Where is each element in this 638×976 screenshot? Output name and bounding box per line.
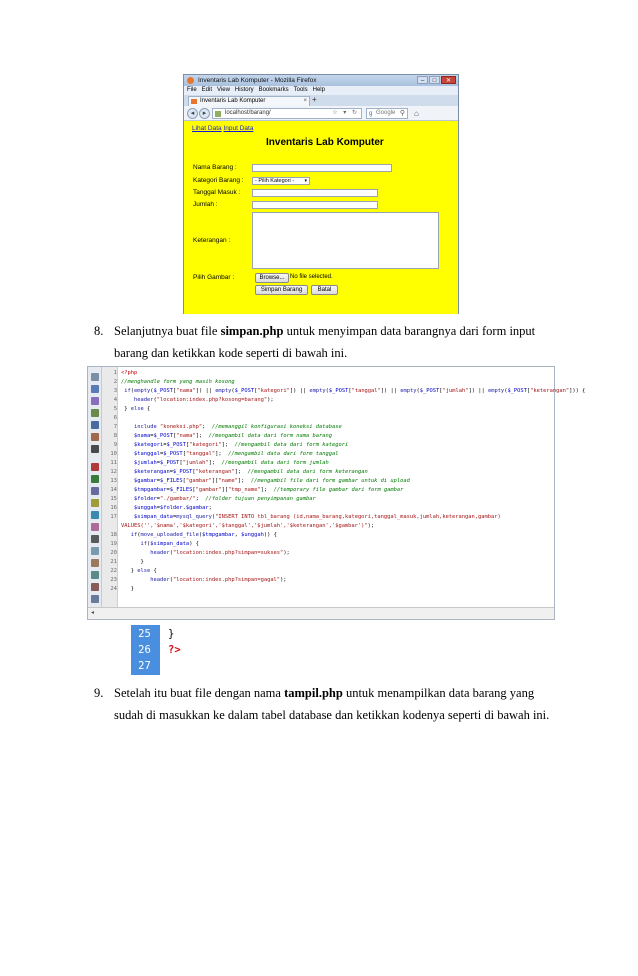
forward-button[interactable]: ▸ — [199, 108, 210, 119]
code-line: //menghandle form yang masih kosong — [121, 379, 235, 385]
input-tanggal[interactable] — [252, 189, 378, 197]
window-title: Inventaris Lab Komputer - Mozilla Firefox — [198, 77, 317, 84]
line-number: 11 — [110, 460, 117, 466]
step-text — [114, 685, 584, 701]
line-number: 25 — [138, 628, 151, 640]
line-number: 22 — [110, 568, 117, 574]
label-tanggal: Tanggal Masuk : — [193, 189, 241, 196]
menu-bookmarks[interactable]: Bookmarks — [258, 87, 289, 93]
label-keterangan: Keterangan : — [193, 237, 231, 244]
link-input-data[interactable]: Input Data — [223, 125, 254, 132]
code-line: } — [121, 586, 134, 592]
link-lihat-data[interactable]: Lihat Data — [192, 125, 222, 132]
menu-tools[interactable]: Tools — [293, 87, 308, 93]
line-number: 17 — [110, 514, 117, 520]
line-number: 21 — [110, 559, 117, 565]
code-line: $jumlah=$_POST["jumlah"]; //mengambil data dari form jumlah — [133, 460, 329, 466]
line-number: 5 — [113, 406, 117, 412]
firefox-icon — [187, 77, 194, 84]
line-number: 1 — [113, 370, 117, 376]
browser-tab[interactable] — [188, 96, 310, 106]
line-number: 8 — [113, 433, 117, 439]
code-line: VALUES('','$nama','$kategori','$tanggal','$jumlah','$keterangan','$gambar')"); — [121, 523, 375, 529]
line-number: 15 — [110, 496, 117, 502]
code-line: if(empty($_POST["nama"]) || empty($_POST["kategori"]) || empty($_POST["tanggal"]) || empty($_POST["jumlah"]) || empty($_POST["keterangan"])) { — [124, 388, 586, 394]
code-line: ?> — [168, 644, 181, 656]
textarea-keterangan[interactable] — [252, 212, 439, 269]
code-line: include "koneksi.php"; //memanggil konfigurasi koneksi database — [133, 424, 342, 430]
label-nama-barang: Nama Barang : — [193, 164, 237, 171]
toolbar-icon[interactable] — [91, 385, 99, 393]
toolbar-icon[interactable] — [91, 463, 99, 471]
code-line: $keterangan=$_POST["keterangan"]; //mengambil data dari form keterangan — [133, 469, 368, 475]
window-titlebar — [184, 75, 458, 86]
toolbar-icon[interactable] — [91, 511, 99, 519]
code-line: if($simpan_data) { — [140, 541, 199, 547]
scroll-left-icon[interactable]: ◂ — [91, 610, 95, 616]
step-filename: tampil.php — [284, 686, 343, 700]
toolbar-icon[interactable] — [91, 583, 99, 591]
code-line: $simpan_data=mysql_query("INSERT INTO tbl_barang (id,nama_barang,kategori,tanggal_masuk,jumlah,keterangan,gambar) — [133, 514, 501, 520]
menu-view[interactable]: View — [217, 87, 230, 93]
editor-side-toolbar — [88, 367, 102, 607]
batal-button[interactable]: Batal — [311, 285, 338, 295]
web-page — [184, 121, 458, 314]
line-number: 12 — [110, 469, 117, 475]
code-line: if(move_uploaded_file($tmpgambar, $unggah)) { — [130, 532, 277, 538]
select-kategori-value: - Pilih Kategori - — [255, 178, 295, 184]
code-line: header("location:index.php?simpan=gagal"); — [150, 577, 287, 583]
home-icon[interactable]: ⌂ — [414, 109, 419, 118]
line-number: 18 — [110, 532, 117, 538]
new-tab-button[interactable]: + — [312, 95, 317, 104]
toolbar-icon[interactable] — [91, 397, 99, 405]
line-number: 26 — [138, 644, 151, 656]
label-kategori: Kategori Barang : — [193, 177, 244, 184]
line-number: 2 — [113, 379, 117, 385]
toolbar-icon[interactable] — [91, 571, 99, 579]
line-number: 4 — [113, 397, 117, 403]
search-icon[interactable]: ⚲ — [399, 110, 405, 117]
code-line: $nama=$_POST["nama"]; //mengambil data dari form nama barang — [133, 433, 332, 439]
toolbar-icon[interactable] — [91, 373, 99, 381]
google-icon: g — [369, 111, 373, 117]
code-editor-screenshot — [87, 366, 586, 620]
step-number: 9. — [94, 686, 104, 700]
line-number: 7 — [113, 424, 117, 430]
label-gambar: Pilih Gambar : — [193, 274, 235, 281]
minimize-button[interactable]: – — [417, 76, 428, 84]
line-number: 20 — [110, 550, 117, 556]
code-line: $tmpgambar=$_FILES["gambar"]["tmp_name"]; //temporary file gambar dari form gambar — [133, 487, 404, 493]
code-snippet — [131, 625, 251, 675]
line-number: 9 — [113, 442, 117, 448]
chevron-down-icon: ▾ — [304, 178, 307, 184]
menu-edit[interactable]: Edit — [201, 87, 213, 93]
page-title: Inventaris Lab Komputer — [266, 137, 384, 148]
line-number-gutter — [102, 367, 118, 607]
line-number: 14 — [110, 487, 117, 493]
maximize-button[interactable]: □ — [429, 76, 440, 84]
code-line: $folder="./gambar/"; //folder tujuan penyimpanan gambar — [133, 496, 316, 502]
code-line: $unggah=$folder.$gambar; — [133, 505, 212, 511]
line-number: 24 — [110, 586, 117, 592]
step-text-continuation: sudah di masukkan ke dalam tabel database dan ketikkan kodenya seperti di bawah ini. — [114, 708, 550, 722]
line-number: 16 — [110, 505, 117, 511]
line-number: 19 — [110, 541, 117, 547]
page-favicon-icon — [191, 99, 197, 104]
toolbar-icon[interactable] — [91, 433, 99, 441]
step-text-continuation: barang dan ketikkan kode seperti di bawah ini. — [114, 346, 348, 360]
toolbar-icon[interactable] — [91, 547, 99, 555]
line-number: 27 — [138, 660, 151, 672]
code-line: header("location:index.php?simpan=sukses"); — [150, 550, 290, 556]
search-bar[interactable] — [366, 108, 408, 119]
toolbar-icon[interactable] — [91, 535, 99, 543]
toolbar-icon[interactable] — [91, 409, 99, 417]
code-line: } else { — [121, 406, 151, 412]
label-jumlah: Jumlah : — [193, 201, 218, 208]
menu-bar — [184, 86, 458, 95]
step-text-pre: Setelah itu buat file dengan nama — [114, 686, 285, 700]
toolbar-icon[interactable] — [91, 595, 99, 603]
no-file-text: No file selected. — [290, 274, 333, 280]
menu-help[interactable]: Help — [312, 87, 325, 93]
reload-icon[interactable]: ☆ ▾ ↻ — [332, 110, 359, 116]
back-button[interactable]: ◂ — [187, 108, 198, 119]
menu-file[interactable]: File — [187, 87, 197, 93]
search-placeholder: Google — [376, 110, 396, 116]
toolbar-icon[interactable] — [91, 487, 99, 495]
line-number — [102, 522, 117, 530]
step-text-post: untuk menampilkan data barang yang — [342, 686, 535, 700]
navigation-bar — [184, 106, 458, 121]
line-number: 3 — [113, 388, 117, 394]
toolbar-icon[interactable] — [91, 499, 99, 507]
line-number: 10 — [110, 451, 117, 457]
code-line: $tanggal=$_POST["tanggal"]; //mengambil data dari form tanggal — [133, 451, 339, 457]
code-line: } else { — [121, 568, 157, 574]
line-number: 6 — [113, 415, 117, 421]
input-jumlah[interactable] — [252, 201, 378, 209]
menu-history[interactable]: History — [234, 87, 254, 93]
code-line: $kategori=$_POST["kategori"]; //mengambil data dari form kategori — [133, 442, 349, 448]
simpan-barang-button[interactable]: Simpan Barang — [255, 285, 308, 295]
select-kategori[interactable] — [252, 177, 310, 185]
step-text-pre: Selanjutnya buat file — [114, 324, 221, 338]
step-text — [114, 323, 584, 339]
line-number: 13 — [110, 478, 117, 484]
page-nav — [192, 125, 253, 132]
toolbar-icon[interactable] — [91, 523, 99, 531]
window-controls — [417, 76, 456, 84]
toolbar-icon[interactable] — [91, 559, 99, 567]
tab-bar — [184, 95, 458, 106]
code-line: } — [168, 628, 175, 640]
step-text-post: untuk menyimpan data barangnya dari form input — [283, 324, 536, 338]
code-line: <?php — [121, 370, 138, 376]
url-text: localhost/barang/ — [225, 110, 271, 116]
tab-title: Inventaris Lab Komputer — [200, 98, 266, 104]
step-number: 8. — [94, 324, 104, 338]
code-line: } — [121, 559, 144, 565]
line-number: 23 — [110, 577, 117, 583]
step-filename: simpan.php — [220, 324, 284, 338]
address-bar[interactable] — [212, 108, 362, 119]
site-identity-icon — [215, 111, 221, 117]
tab-close-icon[interactable]: × — [303, 98, 307, 104]
browse-button[interactable]: Browse... — [255, 273, 289, 283]
code-line: header("location:index.php?kosong=barang"); — [133, 397, 274, 403]
input-nama-barang[interactable] — [252, 164, 392, 172]
close-button[interactable]: ✕ — [441, 76, 456, 84]
toolbar-icon[interactable] — [91, 421, 99, 429]
toolbar-icon[interactable] — [91, 445, 99, 453]
horizontal-scrollbar[interactable] — [88, 607, 554, 619]
toolbar-icon[interactable] — [91, 475, 99, 483]
code-line: $gambar=$_FILES["gambar"]["name"]; //mengambil file dari form gambar untuk di upload — [133, 478, 410, 484]
firefox-screenshot — [183, 74, 459, 314]
